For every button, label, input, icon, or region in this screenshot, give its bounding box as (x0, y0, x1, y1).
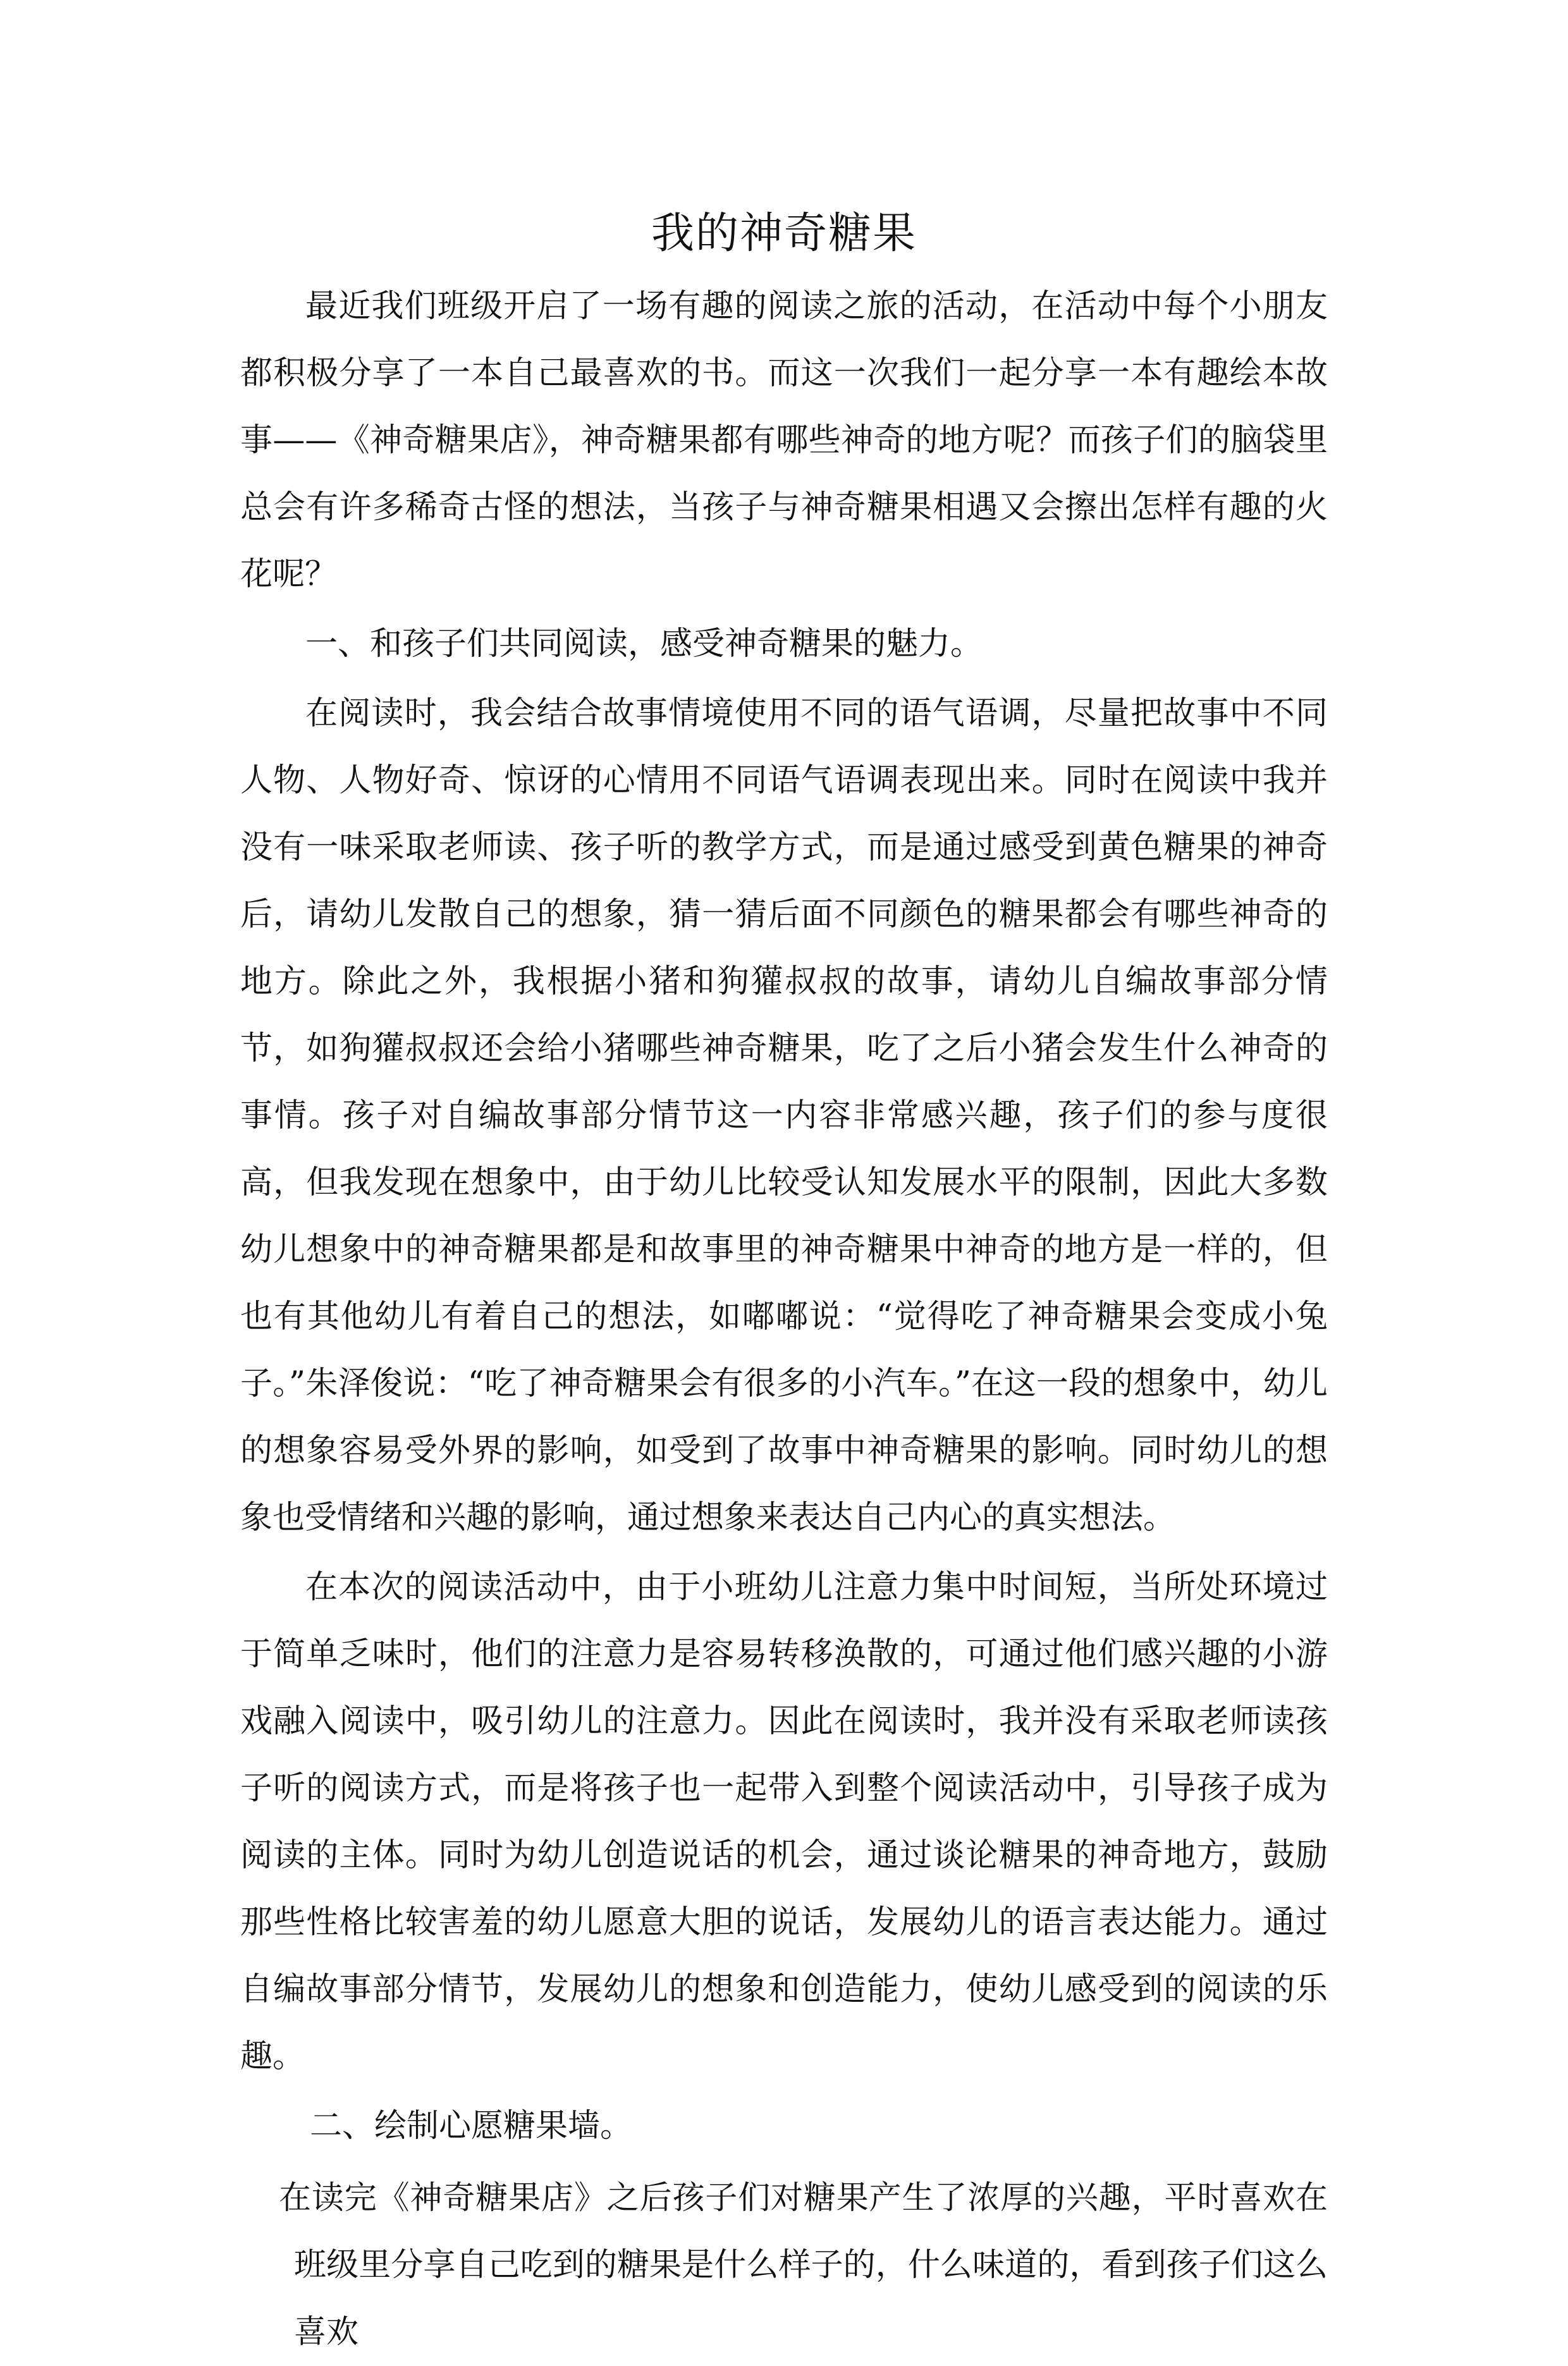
document-title: 我的神奇糖果 (651, 209, 917, 259)
section-2-paragraph-1: 在读完《神奇糖果店》之后孩子们对糖果产生了浓厚的兴趣，平时喜欢在班级里分享自己吃到的糖果是什么样子的，什么味道的，看到孩子们这么喜欢 (279, 2179, 1328, 2351)
section-1-paragraph-2: 在本次的阅读活动中，由于小班幼儿注意力集中时间短，当所处环境过于简单乏味时，他们的注意力是容易转移涣散的，可通过他们感兴趣的小游戏融入阅读中，吸引幼儿的注意力。因此在阅读时，我并没有采取老师读孩子听的阅读方式，而是将孩子也一起带入到整个阅读活动中，引导孩子成为阅读的主体。同时为幼儿创造说话的机会，通过谈论糖果的神奇地方，鼓励那些性格比较害羞的幼儿愿意大胆的说话，发展幼儿的语言表达能力。通过自编故事部分情节，发展幼儿的想象和创造能力，使幼儿感受到的阅读的乐趣。 (240, 1569, 1328, 2075)
section-1-paragraph-1: 在阅读时，我会结合故事情境使用不同的语气语调，尽量把故事中不同人物、人物好奇、惊讶的心情用不同语气语调表现出来。同时在阅读中我并没有一味采取老师读、孩子听的教学方式，而是通过感受到黄色糖果的神奇后，请幼儿发散自己的想象，猜一猜后面不同颜色的糖果都会有哪些神奇的地方。除此之外，我根据小猪和狗獾叔叔的故事，请幼儿自编故事部分情节，如狗獾叔叔还会给小猪哪些神奇糖果，吃了之后小猪会发生什么神奇的事情。孩子对自编故事部分情节这一内容非常感兴趣，孩子们的参与度很高，但我发现在想象中，由于幼儿比较受认知发展水平的限制，因此大多数幼儿想象中的神奇糖果都是和故事里的神奇糖果中神奇的地方是一样的，但也有其他幼儿有着自己的想法，如嘟嘟说：“觉得吃了神奇糖果会变成小兔子。”朱泽俊说：“吃了神奇糖果会有很多的小汽车。”在这一段的想象中，幼儿的想象容易受外界的影响，如受到了故事中神奇糖果的影响。同时幼儿的想象也受情绪和兴趣的影响，通过想象来表达自己内心的真实想法。 (240, 695, 1328, 1536)
section-2-heading: 二、绘制心愿糖果墙。 (310, 2107, 633, 2145)
intro-paragraph: 最近我们班级开启了一场有趣的阅读之旅的活动，在活动中每个小朋友都积极分享了一本自己最喜欢的书。而这一次我们一起分享一本有趣绘本故事——《神奇糖果店》，神奇糖果都有哪些神奇的地方呢？而孩子们的脑袋里总会有许多稀奇古怪的想法，当孩子与神奇糖果相遇又会擦出怎样有趣的火花呢？ (240, 288, 1328, 593)
section-1-heading: 一、和孩子们共同阅读，感受神奇糖果的魅力。 (305, 625, 983, 663)
document-body (240, 273, 1328, 2366)
